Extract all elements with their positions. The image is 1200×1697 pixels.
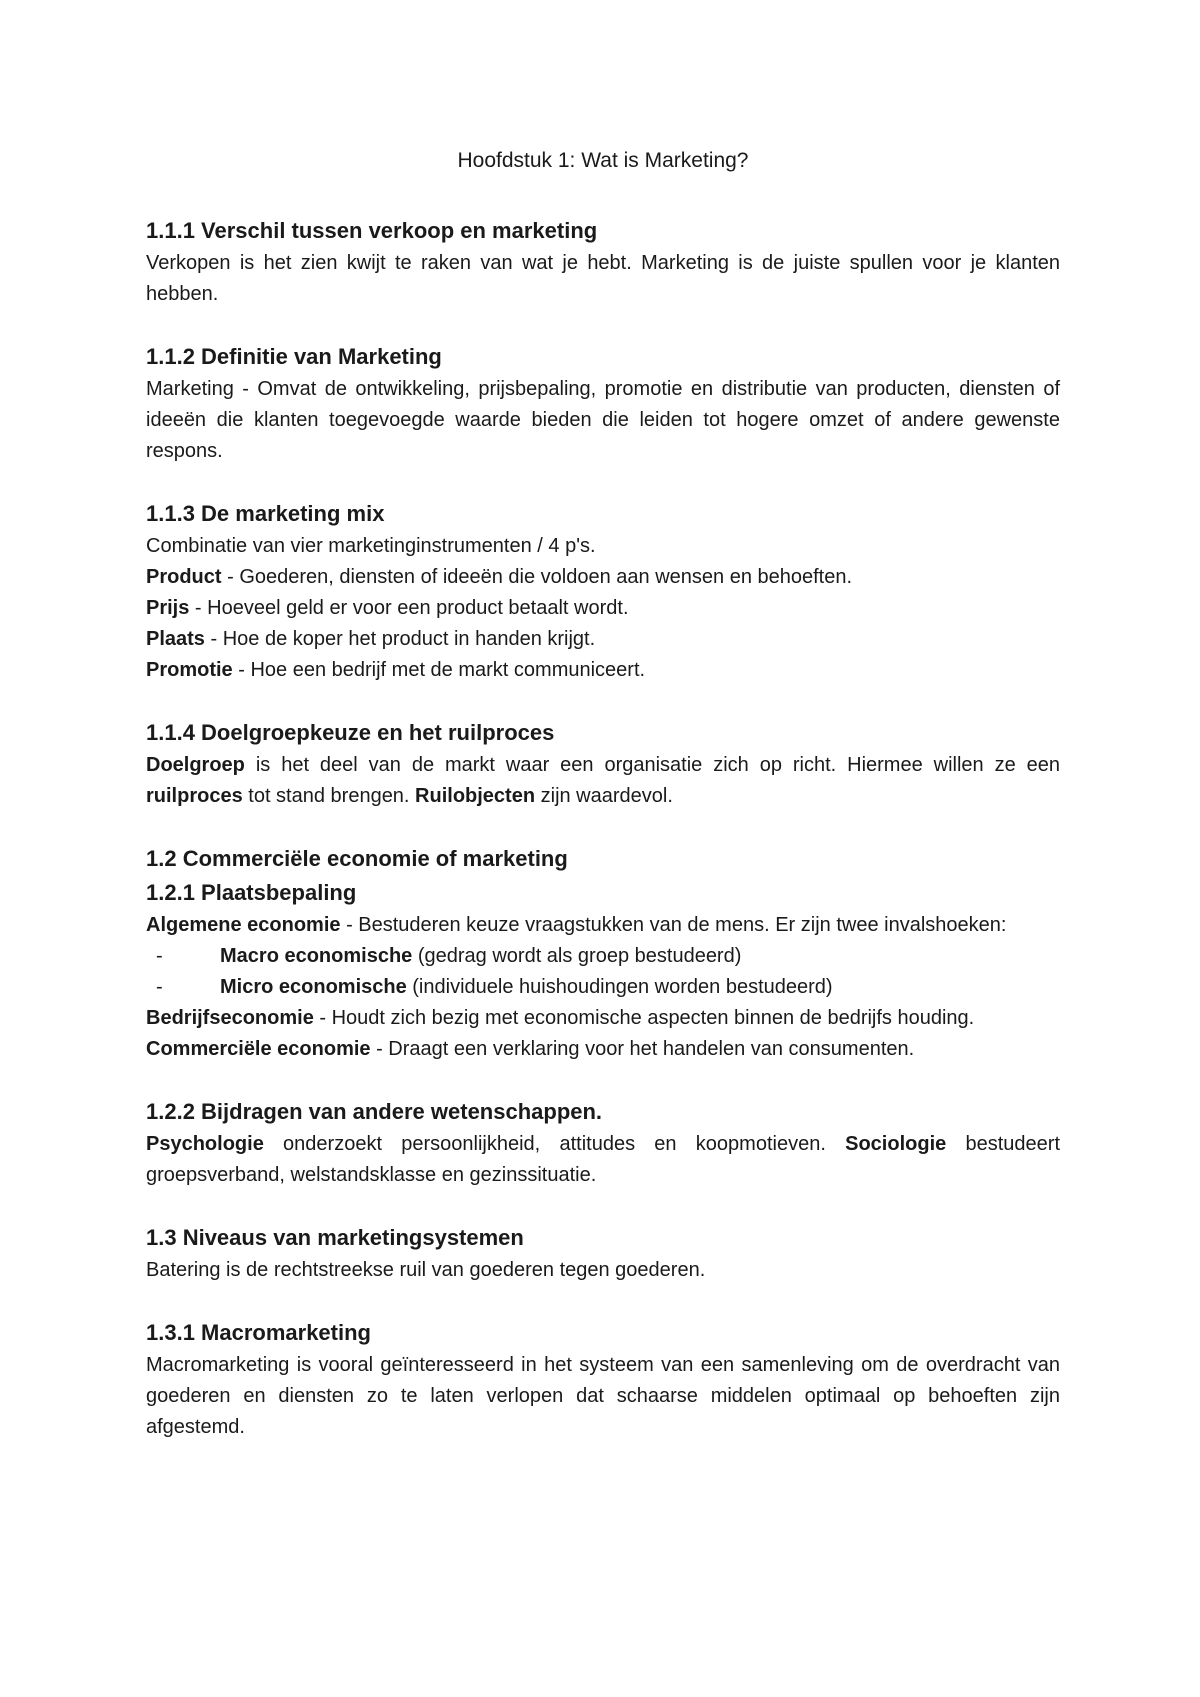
section-1-1-3 <box>146 497 1060 686</box>
section-heading: 1.1.3 De marketing mix <box>146 501 385 526</box>
section-heading: 1.1.2 Definitie van Marketing <box>146 344 442 369</box>
section-heading: 1.2.1 Plaatsbepaling <box>146 880 357 905</box>
text-run: - Houdt zich bezig met economische aspecten binnen de bedrijfs houding. <box>313 1007 975 1029</box>
section-text <box>146 750 1060 812</box>
text-run: - Bestuderen keuze vraagstukken van de mens. Er zijn twee invalshoeken: <box>340 914 1007 936</box>
section-1-1-2 <box>146 340 1060 467</box>
section-heading: 1.3.1 Macromarketing <box>146 1320 371 1345</box>
page-title: Hoofdstuk 1: Wat is Marketing? <box>457 149 749 172</box>
section-heading: 1.1.1 Verschil tussen verkoop en marketing <box>146 218 598 243</box>
section-text: Marketing - Omvat de ontwikkeling, prijsbepaling, promotie en distributie van producten, diensten of ideeën die klanten toegevoegde waarde bieden die leiden tot hogere omzet of andere gewenste respons. <box>146 378 1060 462</box>
text-run: onderzoekt persoonlijkheid, attitudes en koopmotieven. <box>263 1133 846 1155</box>
section-1-2 <box>146 842 1060 876</box>
section-heading: 1.3 Niveaus van marketingsystemen <box>146 1225 524 1250</box>
mix-item-prijs <box>146 593 1060 624</box>
term: Plaats <box>146 628 205 650</box>
term: Promotie <box>146 659 233 681</box>
section-1-2-2 <box>146 1095 1060 1191</box>
text-run: tot stand brengen. <box>242 785 416 807</box>
text-run: zijn waardevol. <box>535 785 673 807</box>
term: Product <box>146 566 222 588</box>
dash-bullet: - <box>156 976 163 998</box>
text-run: is het deel van de markt waar een organisatie zich op richt. Hiermee willen ze een <box>244 754 1060 776</box>
mix-item-product <box>146 562 1060 593</box>
algemene-economie-text <box>146 910 1060 941</box>
term: Algemene economie <box>146 914 341 936</box>
section-heading: 1.2.2 Bijdragen van andere wetenschappen. <box>146 1099 603 1124</box>
commerciele-economie-text <box>146 1034 1060 1065</box>
term: Sociologie <box>845 1133 947 1155</box>
definition: - Hoe de koper het product in handen krijgt. <box>204 628 596 650</box>
definition: - Hoe een bedrijf met de markt communiceert. <box>232 659 646 681</box>
document-page <box>146 144 1060 1473</box>
term: Psychologie <box>146 1133 264 1155</box>
section-1-1-1 <box>146 214 1060 310</box>
term: Ruilobjecten <box>415 785 536 807</box>
list-item <box>154 972 1060 1003</box>
bedrijfseconomie-text <box>146 1003 1060 1034</box>
term: Micro economische <box>220 976 407 998</box>
section-text: Macromarketing is vooral geïnteresseerd in het systeem van een samenleving om de overdracht van goederen en diensten zo te laten verlopen dat schaarse middelen optimaal op behoeften zijn afgestemd. <box>146 1354 1060 1438</box>
section-heading: 1.2 Commerciële economie of marketing <box>146 846 568 871</box>
definition: - Hoeveel geld er voor een product betaalt wordt. <box>189 597 629 619</box>
term: Macro economische <box>220 945 413 967</box>
term: ruilproces <box>146 785 243 807</box>
invalshoeken-list <box>146 941 1060 1003</box>
section-intro: Combinatie van vier marketinginstrumenten / 4 p's. <box>146 535 596 557</box>
text-run: (individuele huishoudingen worden bestudeerd) <box>406 976 833 998</box>
section-text: Batering is de rechtstreekse ruil van goederen tegen goederen. <box>146 1259 706 1281</box>
section-text: Verkopen is het zien kwijt te raken van wat je hebt. Marketing is de juiste spullen voor je klanten hebben. <box>146 252 1060 305</box>
term: Commerciële economie <box>146 1038 371 1060</box>
text-run: (gedrag wordt als groep bestudeerd) <box>412 945 742 967</box>
mix-item-promotie <box>146 655 1060 686</box>
term: Prijs <box>146 597 190 619</box>
list-item <box>154 941 1060 972</box>
dash-bullet: - <box>156 945 163 967</box>
definition: - Goederen, diensten of ideeën die voldoen aan wensen en behoeften. <box>221 566 853 588</box>
section-text <box>146 1129 1060 1191</box>
text-run: bestudeert groepsverband, welstandsklasse en gezinssituatie. <box>146 1133 1061 1186</box>
section-1-3 <box>146 1221 1060 1286</box>
text-run: - Draagt een verklaring voor het handelen van consumenten. <box>370 1038 915 1060</box>
section-1-3-1 <box>146 1316 1060 1443</box>
mix-item-plaats <box>146 624 1060 655</box>
section-heading: 1.1.4 Doelgroepkeuze en het ruilproces <box>146 720 555 745</box>
section-1-2-1 <box>146 876 1060 1065</box>
term: Doelgroep <box>146 754 245 776</box>
section-1-1-4 <box>146 716 1060 812</box>
term: Bedrijfseconomie <box>146 1007 314 1029</box>
